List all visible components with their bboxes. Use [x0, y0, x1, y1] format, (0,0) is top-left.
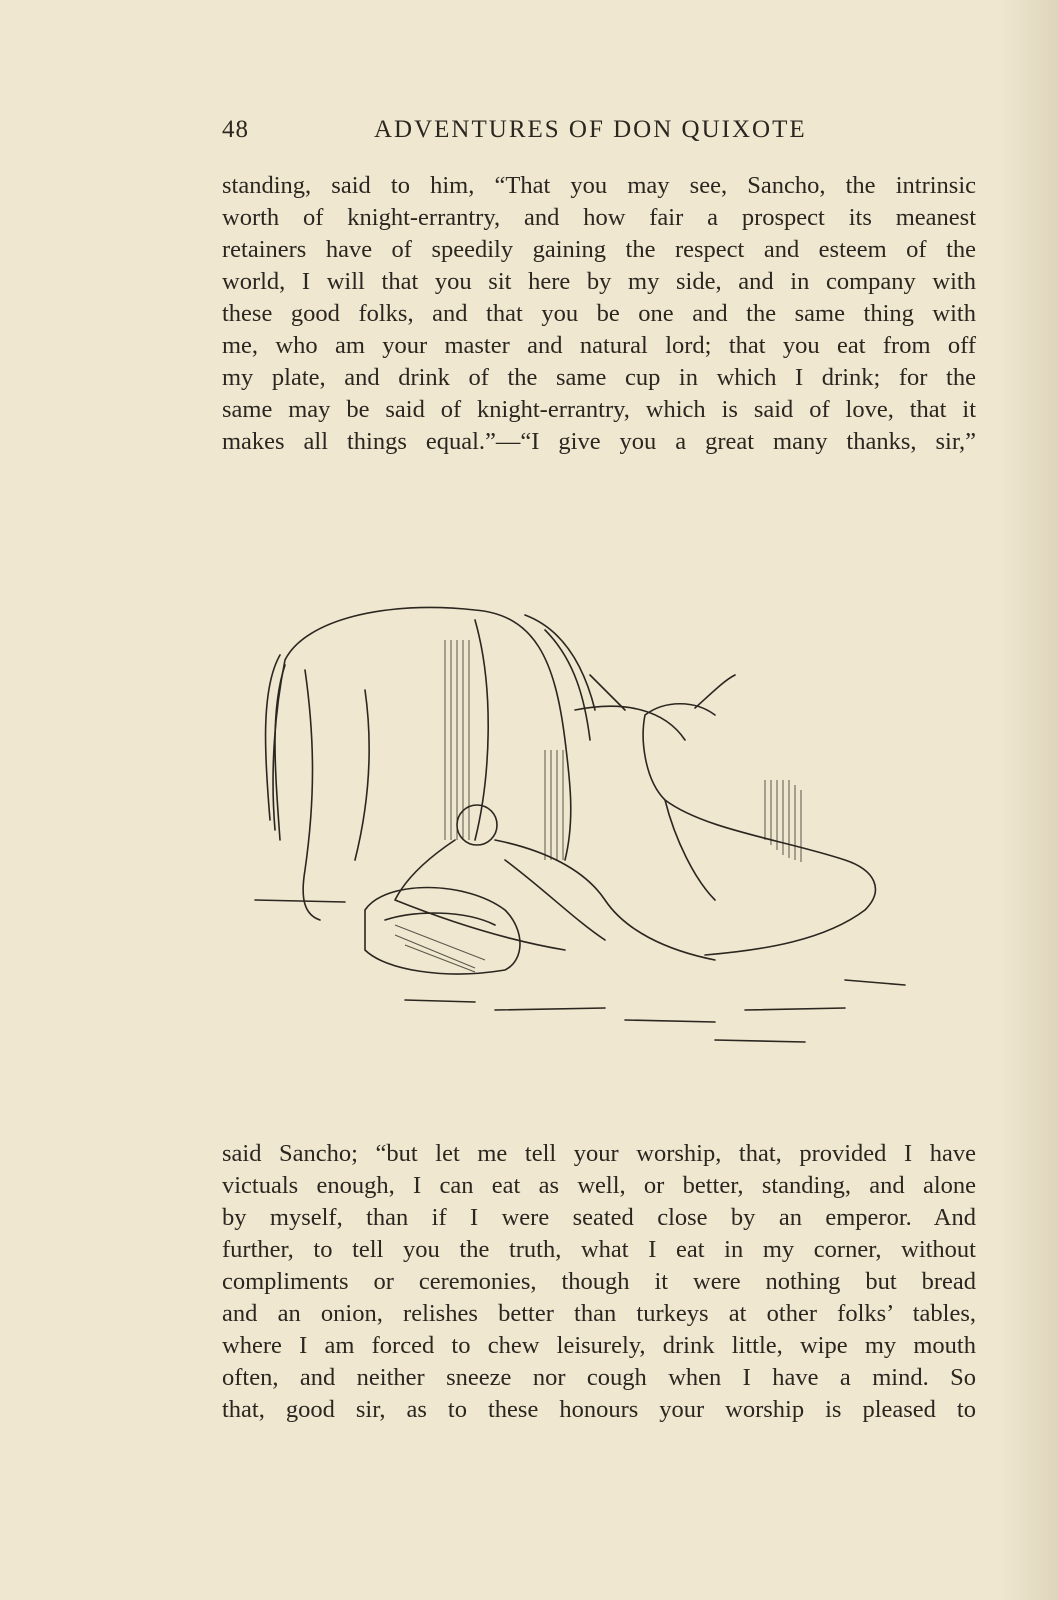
text-line: where I am forced to chew leisurely, drink little, wipe my mouth [222, 1332, 976, 1359]
paragraph-top [222, 170, 976, 458]
text-line: standing, said to him, “That you may see, Sancho, the intrinsic [222, 172, 976, 199]
text-line: often, and neither sneeze nor cough when I have a mind. So [222, 1364, 976, 1391]
horse-neck [525, 615, 595, 740]
text-line: world, I will that you sit here by my side, and in company with [222, 268, 976, 295]
text-line: these good folks, and that you be one and the same thing with [222, 300, 976, 327]
text-line: worth of knight-errantry, and how fair a prospect its meanest [222, 204, 976, 231]
text-line: and an onion, relishes better than turkeys at other folks’ tables, [222, 1300, 976, 1327]
page-header [222, 116, 976, 150]
text-line: said Sancho; “but let me tell your worship, that, provided I have [222, 1140, 976, 1167]
running-head: ADVENTURES OF DON QUIXOTE [374, 116, 807, 143]
paragraph-bottom [222, 1138, 976, 1426]
text-line: my plate, and drink of the same cup in which I drink; for the [222, 364, 976, 391]
horse-figure [273, 607, 571, 920]
page-number: 48 [222, 116, 249, 143]
ox-horns [590, 675, 735, 710]
text-line: makes all things equal.”—“I give you a great many thanks, sir,” [222, 428, 976, 455]
text-line: further, to tell you the truth, what I eat in my corner, without [222, 1236, 976, 1263]
text-line: by myself, than if I were seated close by an emperor. And [222, 1204, 976, 1231]
text-line: victuals enough, I can eat as well, or better, standing, and alone [222, 1172, 976, 1199]
page-edge-shadow [998, 0, 1058, 1600]
text-line: compliments or ceremonies, though it were nothing but bread [222, 1268, 976, 1295]
horse-tail [266, 655, 285, 840]
text-line: me, who am your master and natural lord; that you eat from off [222, 332, 976, 359]
text-line: retainers have of speedily gaining the respect and esteem of the [222, 236, 976, 263]
text-line: that, good sir, as to these honours your worship is pleased to [222, 1396, 976, 1423]
text-line: same may be said of knight-errantry, which is said of love, that it [222, 396, 976, 423]
engraving-illustration [245, 540, 945, 1070]
sleeper-body [395, 840, 715, 960]
saddle [365, 888, 520, 974]
